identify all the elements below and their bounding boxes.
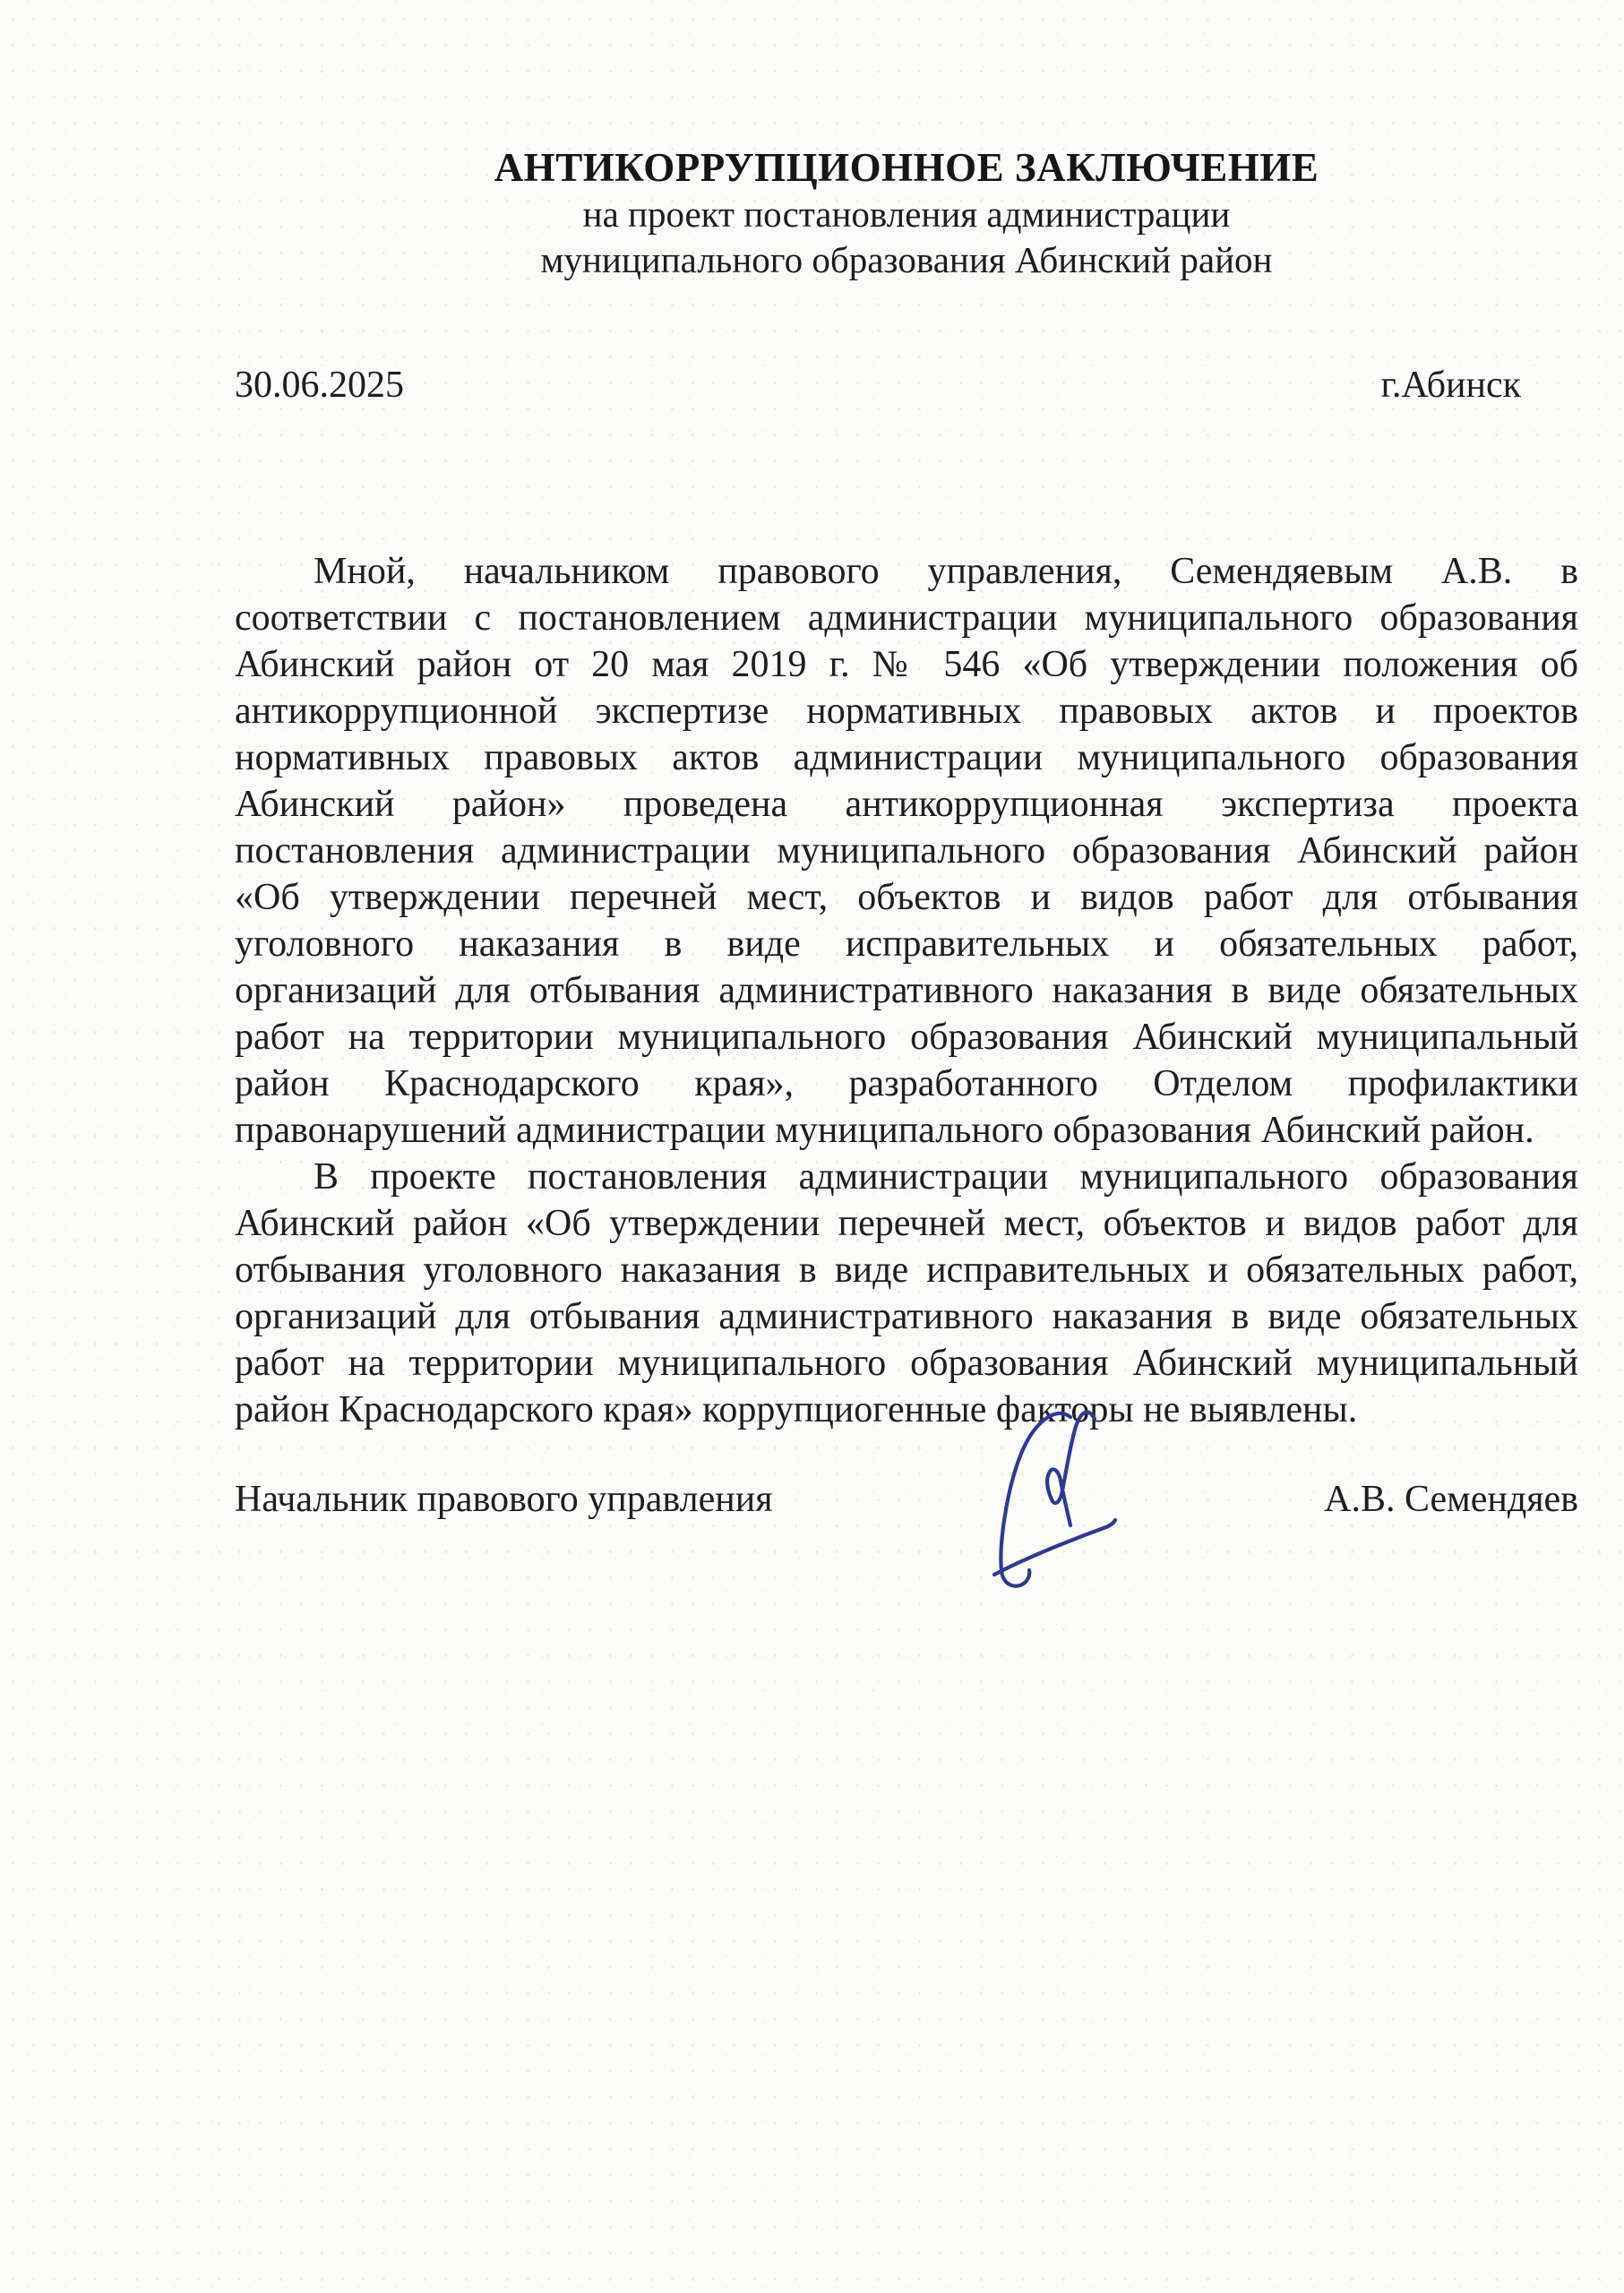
body-text-line: Мной, начальником правового управления, Семендяевым А.В. в [314,551,1578,592]
body-text-line: В проекте постановления администрации муниципального образования [314,1156,1578,1198]
document-city: г.Абинск [1380,365,1521,406]
document-body [235,548,1578,1433]
document-header [235,143,1578,283]
body-text-line: антикоррупционной экспертизе нормативных правовых актов и проектов [235,691,1578,732]
date-place-row [235,364,1578,407]
body-text-line: правонарушений администрации муниципального образования Абинский район. [235,1110,1534,1151]
body-text-line: отбывания уголовного наказания в виде исправительных и обязательных работ, [235,1250,1578,1291]
body-text-line: работ на территории муниципального образования Абинский муниципальный [235,1017,1578,1058]
document-subtitle-line-2: муниципального образования Абинский район [540,239,1273,280]
body-text-line: Абинский район» проведена антикоррупционная экспертиза проекта [235,784,1578,825]
body-text-line: «Об утверждении перечней мест, объектов и видов работ для отбывания [235,877,1578,918]
body-text-line: организаций для отбывания административного наказания в виде обязательных [235,970,1578,1011]
signatory-name: А.В. Семендяев [1324,1479,1578,1520]
body-text-line: Абинский район «Об утверждении перечней мест, объектов и видов работ для [235,1203,1578,1244]
signatory-position-label: Начальник правового управления [235,1479,773,1520]
body-text-line: организаций для отбывания административного наказания в виде обязательных [235,1296,1578,1337]
signature-stroke [1047,1413,1095,1525]
document-title: АНТИКОРРУПЦИОННОЕ ЗАКЛЮЧЕНИЕ [494,145,1319,190]
body-text-line: район Краснодарского края» коррупциогенные факторы не выявлены. [235,1389,1358,1430]
body-text-line: район Краснодарского края», разработанного Отделом профилактики [235,1063,1578,1104]
body-text-line: нормативных правовых актов администрации муниципального образования [235,737,1578,778]
document-date: 30.06.2025 [235,365,404,406]
document-subtitle-line-1: на проект постановления администрации [582,193,1231,235]
signature-row [235,1478,1578,1521]
body-text-line: работ на территории муниципального образования Абинский муниципальный [235,1343,1578,1384]
body-text-line: постановления администрации муниципального образования Абинский район [235,830,1578,872]
body-text-line: соответствии с постановлением администрации муниципального образования [235,597,1578,639]
body-text-line: Абинский район от 20 мая 2019 г. № 546 «Об утверждении положения об [235,644,1578,685]
handwritten-signature-icon [969,1394,1121,1591]
signature-stroke [994,1520,1115,1575]
body-text-line: уголовного наказания в виде исправительных и обязательных работ, [235,923,1578,965]
